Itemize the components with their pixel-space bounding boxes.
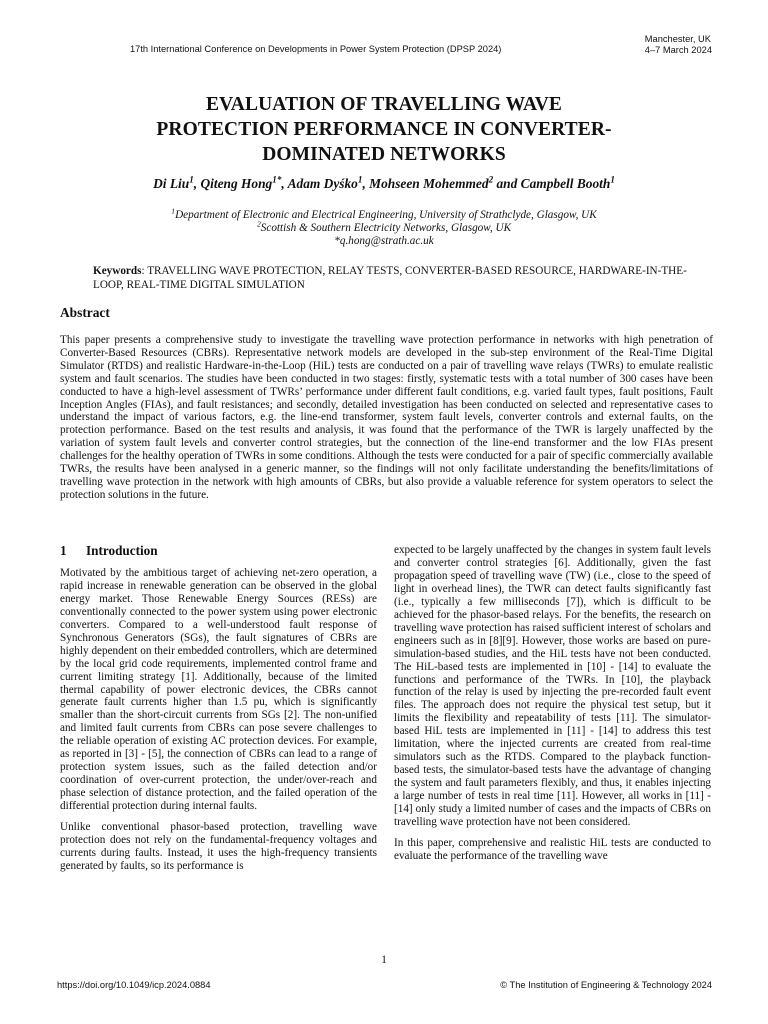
author-affil-mark: 1 (610, 174, 615, 185)
intro-paragraph-3: expected to be largely unaffected by the changes in system fault levels and converter control strategies [6]. Additionally, given the fast propagation speed of travelling wave (TW) (i.e., close to the speed of light in overhead lines), the TWR can detect faults significantly fast (i.e., typically a few milliseconds [7]), which is difficult to be achieved for the phasor-based relays. For the benefits, the research on travelling wave protection has raised sufficient interest of scholars and engineers such as in [8][9]. However, those works are based on pure-simulation-based studies, and the HiL tests have not been conducted. The HiL-based tests are implemented in [10] - [14] to evaluate the functions and performance of the TWRs. In [10], the playback function of the relay is used by injecting the pre-recorded fault event files. The approach does not require the physical test setup, but it limits the flexibility and repeatability of tests [11]. The simulator-based HiL tests are implemented in [11] - [14] to address this test limitation, where the injected currents are created from real-time simulators such as the RTDS. Compared to the playback function-based tests, the simulator-based tests have the advantage of changing the system and fault parameters flexibly, and thus, it enables injecting a large number of tests in real time [11]. However, all works in [11] - [14] only study a limited number of cases and the impacts of CBRs on travelling wave protection have not been considered. (394, 544, 711, 829)
affiliation-2: $^2$Scottish & Southern Electricity Networks, Glasgow, UK (256, 219, 512, 234)
keywords-label: Keywords (93, 265, 142, 277)
right-column (394, 544, 711, 871)
venue-block (645, 34, 712, 56)
intro-paragraph-2: Unlike conventional phasor-based protection, travelling wave protection does not rely on the fundamental-frequency voltages and currents during faults. Instead, it uses the high-frequency transients generated by faults, so its performance is (60, 821, 377, 872)
venue-dates: 4–7 March 2024 (644, 45, 712, 55)
author-name: Mohseen Mohemmed (369, 176, 489, 191)
author-separator: , (281, 176, 288, 191)
author-affil-mark: 1 (357, 174, 363, 185)
author-name: Adam Dyśko (287, 176, 358, 191)
section-heading-introduction (60, 545, 377, 558)
copyright-notice: © The Institution of Engineering & Technology 2024 (500, 980, 712, 990)
keywords-text: TRAVELLING WAVE PROTECTION, RELAY TESTS, CONVERTER-BASED RESOURCE, HARDWARE-IN-THE-LOOP, REAL-TIME DIGITAL SIMULATION (93, 265, 687, 291)
title-line-1: EVALUATION OF TRAVELLING WAVE (206, 94, 562, 115)
section-number: 1 (60, 543, 67, 558)
page-number: 1 (381, 954, 387, 966)
intro-paragraph-1: Motivated by the ambitious target of achieving net-zero operation, a rapid increase in renewable generation can be observed in the global energy market. Those Renewable Energy Sources (RESs) are conventionally connected to the power system using power electronic converters. Compared to a well-understood fault response of Synchronous Generators (SGs), the fault signatures of CBRs are highly dependent on their embedded controllers, which are determined by the local grid code requirements, implemented control frame and current limiting strategy [1]. Additionally, because of the limited thermal capability of power electronic devices, the CBRs cannot generate fault currents higher than 1.5 pu, which is significantly smaller than the short-circuit currents from SGs [2]. The non-unified and limited fault currents from CBRs can pose severe challenges to the reliable operation of existing AC protection devices. For example, as reported in [3] - [5], the connection of CBRs can lead to a range of protection system issues, such as the failed detection and/or coordination of over-current protection, the under/over-reach and phase selection of distance protection, and the failed operation of the differential protection during internal faults. (60, 566, 377, 813)
author-name: Campbell Booth (520, 176, 611, 191)
author-affil-mark: 1 (189, 174, 194, 185)
venue-location: Manchester, UK (644, 34, 711, 44)
author-name: Qiteng Hong (200, 176, 273, 191)
affiliation-1: $^1$Department of Electronic and Electrical Engineering, University of Strathclyde, Glasgow, UK (171, 206, 597, 221)
corresponding-email: *q.hong@strath.ac.uk (334, 235, 434, 247)
author-affil-mark: 1* (272, 174, 282, 185)
section-title: Introduction (86, 543, 158, 558)
author-separator: , (193, 176, 201, 191)
author-separator: and (493, 176, 521, 191)
title-line-3: DOMINATED NETWORKS (262, 144, 506, 165)
author-name: Di Liu (153, 176, 190, 191)
paper-title (60, 92, 708, 167)
title-line-2: PROTECTION PERFORMANCE IN CONVERTER- (156, 119, 612, 140)
affiliations (60, 206, 708, 248)
abstract-heading: Abstract (60, 305, 110, 320)
keywords: Keywords: TRAVELLING WAVE PROTECTION, RELAY TESTS, CONVERTER-BASED RESOURCE, HARDWARE-IN-THE-LOOP, REAL-TIME DIGITAL SIMULATION (93, 265, 687, 291)
left-column (60, 544, 377, 881)
author-affil-mark: 2 (488, 174, 494, 185)
doi-link[interactable]: https://doi.org/10.1049/icp.2024.0884 (57, 980, 211, 990)
intro-paragraph-4: In this paper, comprehensive and realistic HiL tests are conducted to evaluate the performance of the travelling wave (394, 836, 711, 862)
conference-header: 17th International Conference on Developments in Power System Protection (DPSP 2024) (130, 44, 502, 54)
author-separator: , (362, 176, 370, 191)
abstract-text: This paper presents a comprehensive study to investigate the travelling wave protection performance in networks with high penetration of Converter-Based Resources (CBRs). Representative network models are developed in the sub-step environment of the Real-Time Digital Simulator (RTDS) and realistic Hardware-in-the-Loop (HiL) tests are conducted on a pair of travelling wave relays (TWRs) to emulate realistic system and fault scenarios. The studies have been conducted in two stages: firstly, systematic tests with a total number of 300 cases have been conducted to have a high-level assessment of TWRs’ performance under different fault conditions, e.g. varied fault types, fault positions, Fault Inception Angles (FIAs), and fault resistances; and secondly, detailed investigation has been conducted on selected and representative cases to understand the impact of various factors, e.g. the line-end transformer, system fault levels, converter controls and external faults, on the protection performance. Based on the test results and analysis, it was found that the performance of the TWR is largely unaffected by the variation of system fault levels and converter control strategies, but the connection of the line-end transformer and the low FIAs present challenges for the healthy operation of TWRs in some conditions. Although the tests were conducted for a pair of specific commercially available TWRs, the results have been analysed in a generic manner, so the findings will not only facilitate understanding the benefits/limitations of travelling wave protection in the network with high amounts of CBRs, but also provide a valuable reference for system operators to select the protection solutions in the future. (60, 334, 713, 501)
author-list (60, 176, 708, 192)
